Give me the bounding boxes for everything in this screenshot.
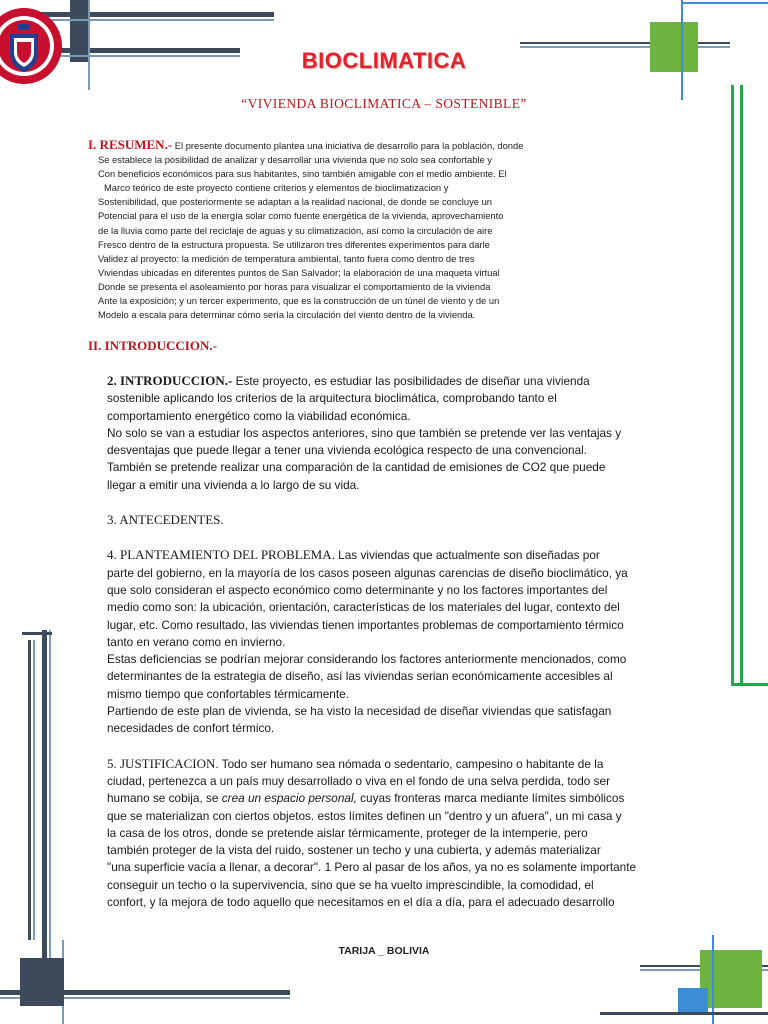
resumen-line: de la lluvia como parte del reciclaje de aguas y su climatización, así como la circulación de aire: [98, 224, 493, 236]
section-line: desventajas que puede llegar a tener una vivienda ecológica respecto de una convencional.: [107, 443, 588, 458]
section-line: 4. PLANTEAMIENTO DEL PROBLEMA. Las viviendas que actualmente son diseñadas por: [107, 547, 600, 563]
section-line: mismo tiempo que confortables térmicamente.: [107, 686, 349, 701]
university-seal-logo: [0, 0, 62, 92]
resumen-line: Ante la exposición; y un tercer experimento, que es la construcción de un túnel de viento y de un: [98, 295, 500, 307]
section-line: 5. JUSTIFICACION. Todo ser humano sea nómada o sedentario, campesino o habitante de la: [107, 755, 604, 771]
resumen-line: Se establece la posibilidad de analizar y desarrollar una vivienda que no solo sea confortable y: [98, 154, 492, 166]
section-line: la casa de los otros, donde se pretende aislar térmicamente, proteger de la intemperie, pero: [107, 825, 588, 840]
resumen-heading: I. RESUMEN.-: [88, 137, 173, 152]
section-line: Estas deficiencias se podrían mejorar considerando los factores anteriormente mencionados, como: [107, 652, 627, 667]
decor-line: [22, 632, 52, 635]
section-line: [107, 511, 667, 529]
section-line: llegar a emitir una vivienda a lo largo de su vida.: [107, 477, 360, 492]
resumen-line: Marco teórico de este proyecto contiene criterios y elementos de bioclimatizacion y: [104, 182, 449, 194]
resumen-section: [88, 138, 578, 322]
decor-line: [49, 630, 51, 970]
section-line: sostenible aplicando los criterios de la arquitectura bioclimática, comprobando tanto el: [107, 391, 557, 406]
section-heading: 2. INTRODUCCION.-: [107, 373, 233, 388]
decor-line: [38, 19, 274, 21]
section-line: 2. INTRODUCCION.- Este proyecto, es estudiar las posibilidades de diseñar una vivienda: [107, 373, 590, 388]
decor-block: [700, 950, 762, 1008]
section-line: confort, y la mejora de todo aquello que necesitamos en el día a día, para el adecuado desarrollo: [107, 895, 615, 910]
section-line: necesidades de confort térmico.: [107, 721, 275, 736]
section-heading: 3. ANTECEDENTES.: [107, 512, 224, 528]
footer-location: TARIJA _ BOLIVIA: [338, 945, 430, 957]
decor-block: [678, 988, 708, 1014]
section-line: lugar, etc. Como resultado, las viviendas tienen importantes problemas de comportamiento térmico: [107, 617, 624, 632]
resumen-line: Potencial para el uso de la energía solar como fuente energética de la vivienda, aprovechamiento: [98, 210, 504, 222]
decor-line: [731, 683, 768, 686]
decor-line: [42, 630, 47, 970]
resumen-line: Validez al proyecto: la medición de temperatura ambiental, tanto fuera como dentro de tres: [98, 252, 475, 264]
section-line: humano se cobija, se crea un espacio personal, cuyas fronteras marca mediante límites simbólicos: [107, 791, 625, 806]
section-line: conseguir un techo o la supervivencia, sino que se ha vuelto imprescindible, la comodidad, el: [107, 877, 594, 892]
decor-block: [20, 958, 64, 1006]
section-line: No solo se van a estudiar los aspectos anteriores, sino que también se pretende ver las ventajas y: [107, 425, 622, 440]
emphasis-text: crea un espacio personal,: [221, 791, 357, 806]
decor-line: [520, 42, 730, 44]
decor-line: [740, 85, 743, 685]
section-line: "una superficie vacía a llenar, a decorar". 1 Pero al pasar de los años, ya no es solamente importante: [107, 860, 637, 875]
section-line: determinantes de la estrategia de diseño, así las viviendas serian económicamente accesibles al: [107, 669, 613, 684]
body-text: [107, 372, 667, 911]
section-heading: 4. PLANTEAMIENTO DEL PROBLEMA.: [107, 547, 335, 563]
resumen-line: Modelo a escala para determinar cómo sería la circulación del viento dentro de la vivienda.: [98, 309, 476, 321]
decor-line: [28, 640, 31, 940]
decor-line: [88, 0, 90, 90]
section-line: ciudad, pertenezca a un país muy desarrollado o viva en el fondo de una selva perdida, todo ser: [107, 773, 611, 788]
section-line: que se materializan con ciertos objetos. estos límites definen un "dentro y un afuera", un mi casa y: [107, 808, 622, 823]
section-line: comportamiento energético como la viabilidad económica.: [107, 408, 411, 423]
decor-line: [731, 85, 734, 685]
resumen-line: Fresco dentro de la estructura propuesta. Se utilizaron tres diferentes experimentos para darle: [98, 238, 490, 250]
document-title: BIOCLIMATICA: [301, 48, 467, 73]
section-line: También se pretende realizar una comparación de la cantidad de emisiones de CO2 que puede: [107, 460, 606, 475]
resumen-line: Con beneficios económicos para sus habitantes, sino también amigable con el medio ambiente. El: [98, 168, 507, 180]
resumen-line: Sostenibilidad, que posteriormente se adaptan a la realidad nacional, de donde se concluye un: [98, 196, 493, 208]
decor-line: [681, 2, 768, 4]
resumen-line: Donde se presenta el asoleamiento por horas para visualizar el comportamiento de la vivienda: [98, 280, 491, 292]
introduccion-heading: II. INTRODUCCION.-: [88, 338, 217, 353]
section-line: parte del gobierno, en la mayoría de los casos poseen algunas carencias de diseño bioclimático, ya: [107, 565, 628, 580]
decor-line: [33, 640, 35, 940]
section-line: tanto en verano como en invierno.: [107, 634, 286, 649]
resumen-line: Viviendas ubicadas en diferentes puntos de San Salvador; la elaboración de una maqueta virtual: [98, 266, 500, 278]
decor-line: [600, 1012, 768, 1015]
section-line: Partiendo de este plan de vivienda, se ha visto la necesidad de diseñar viviendas que satisfagan: [107, 704, 612, 719]
section-line: que solo consideran el aspecto económico como determinante y no los factores importantes del: [107, 582, 608, 597]
section-line: medio como son: la ubicación, orientación, características de los materiales del lugar, contexto del: [107, 600, 620, 615]
decor-line: [38, 12, 274, 17]
section-heading: 5. JUSTIFICACION: [107, 755, 216, 771]
resumen-line: I. RESUMEN.- El presente documento plantea una iniciativa de desarrollo para la población, donde: [88, 137, 524, 152]
document-subtitle: “VIVIENDA BIOCLIMATICA – SOSTENIBLE”: [241, 96, 527, 111]
section-line: también proteger de la vista del ruido, sostener un techo y una cubierta, y además materializar: [107, 843, 601, 858]
